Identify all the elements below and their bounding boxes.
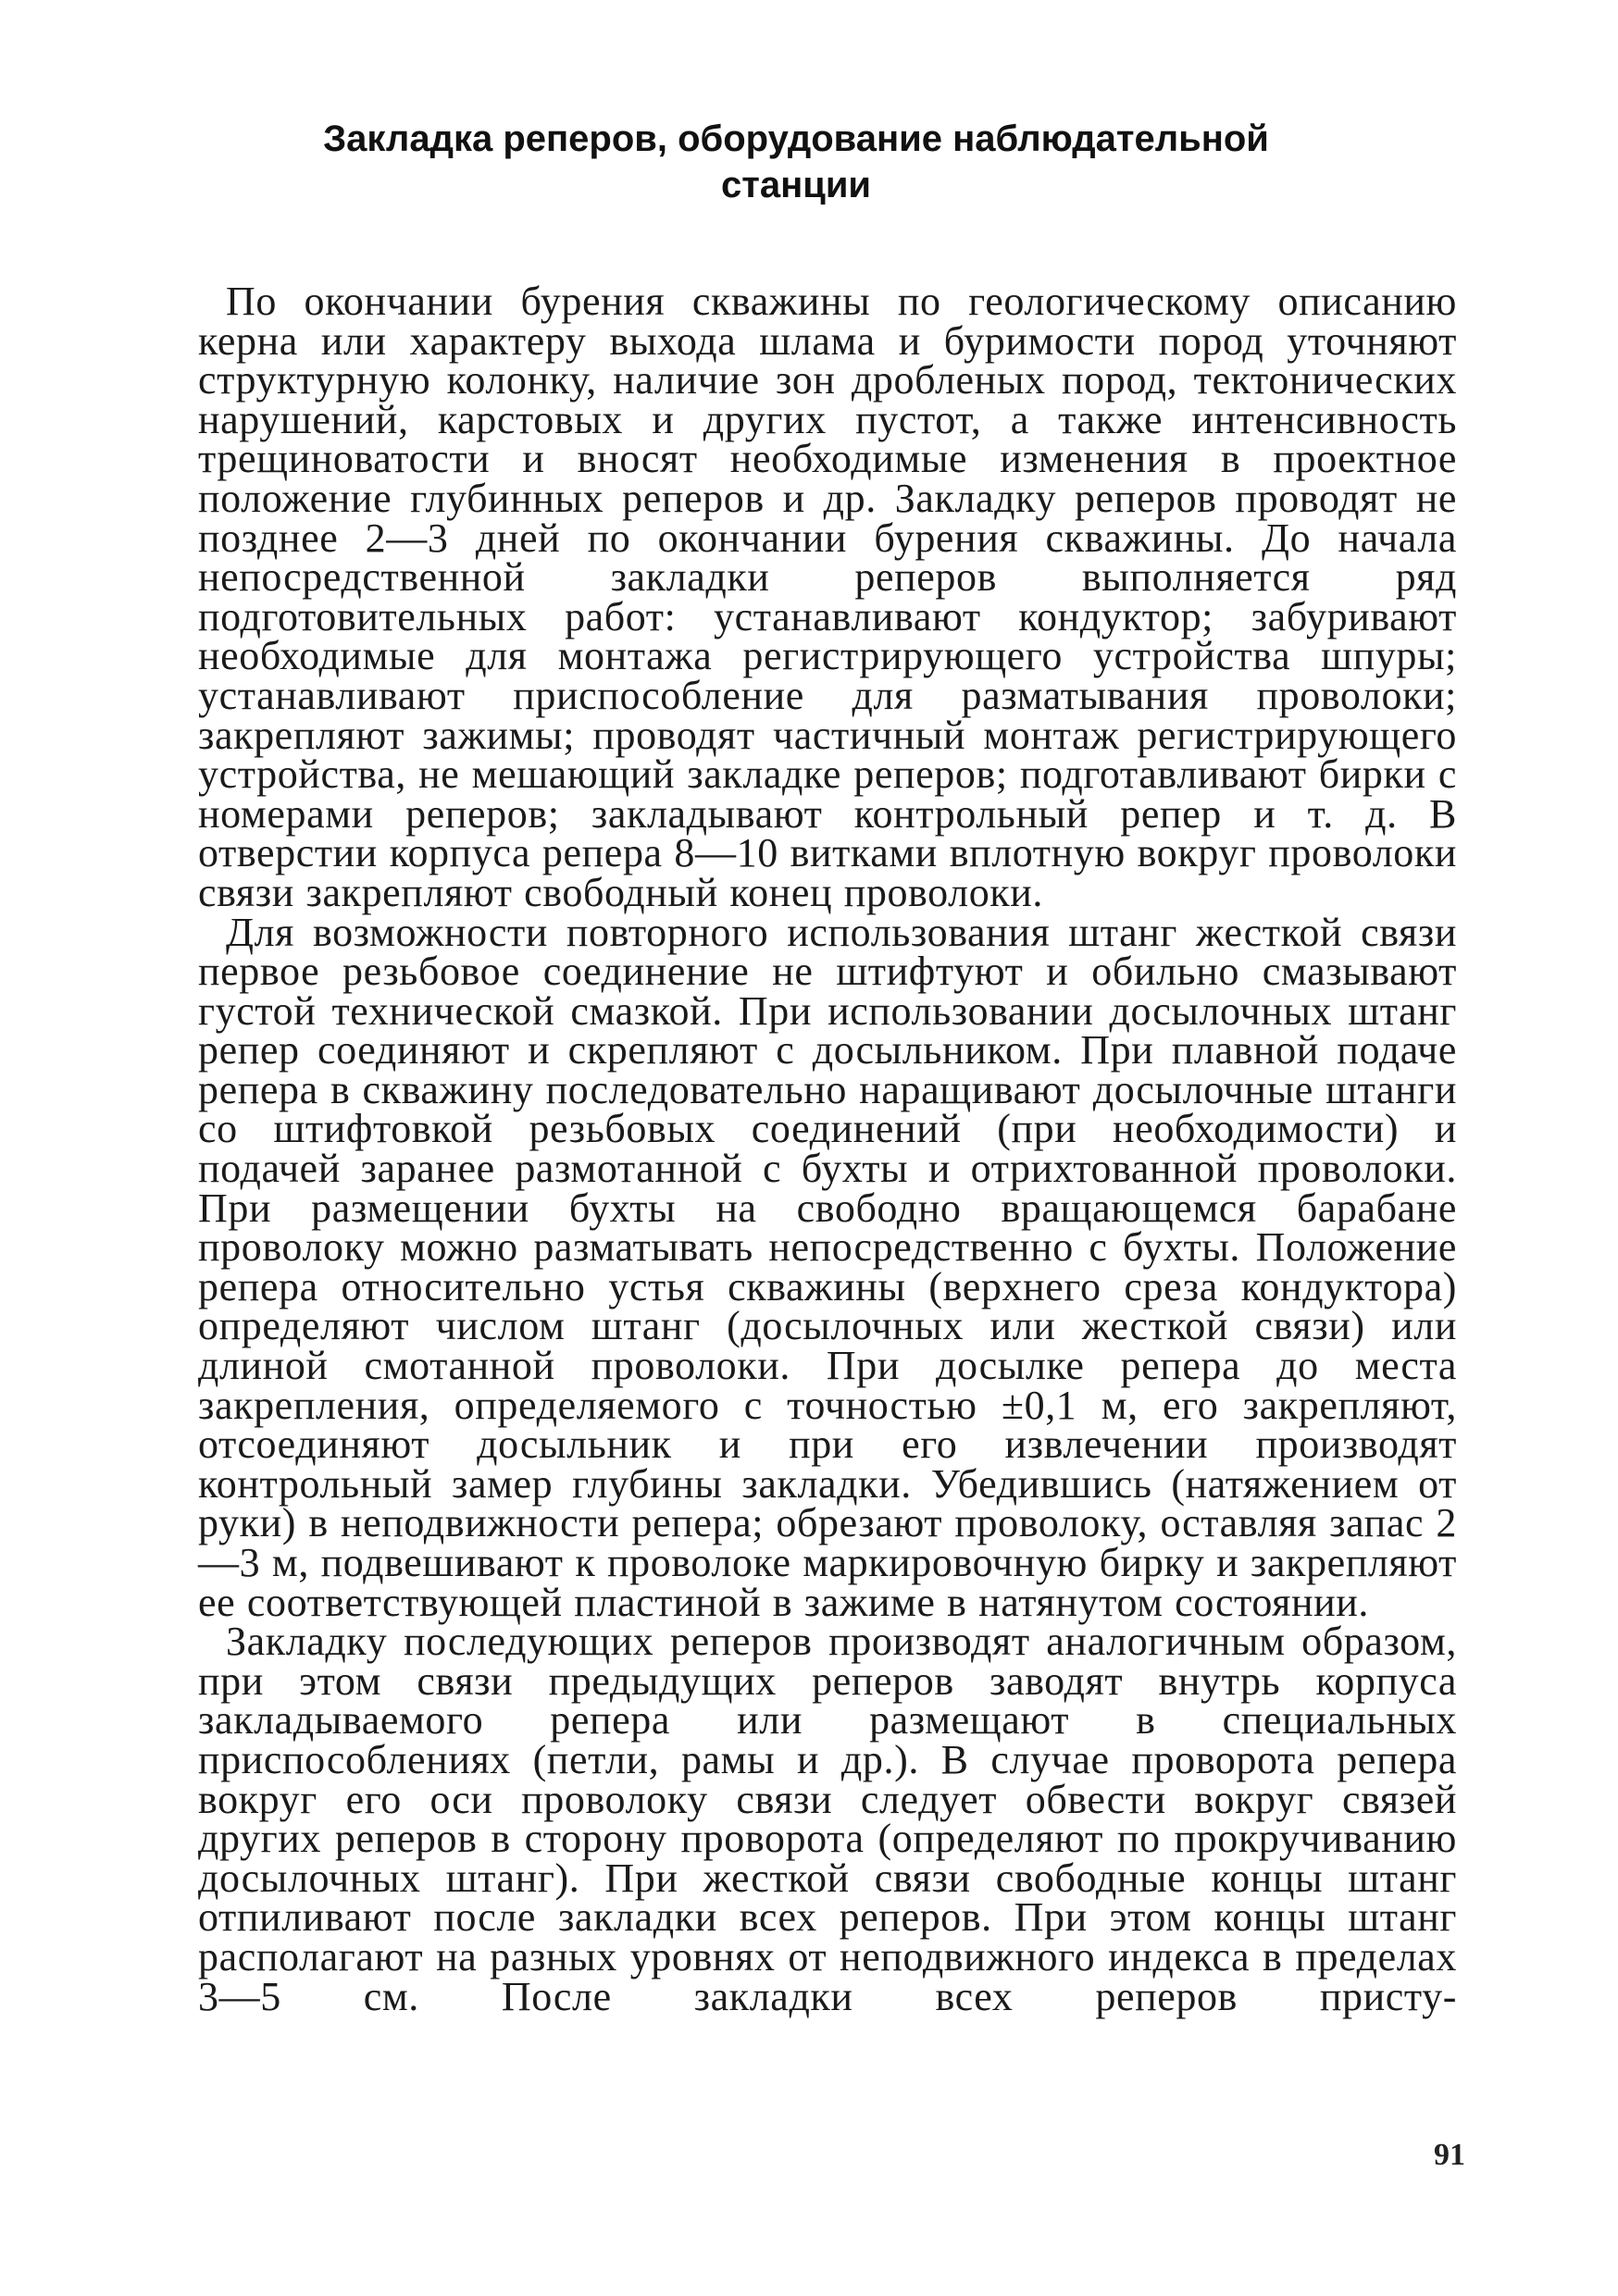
body-text — [198, 279, 1457, 2019]
paragraph-2: Для возможности повторного использования штанг жесткой связи первое резьбовое соединение не штифтуют и обильно смазывают густой технической смазкой. При использовании досылочных штанг репер соединяют и скрепляют с досыльником. При плавной подаче репера в скважину последовательно наращивают досылочные штанги со штифтовкой резьбовых соединений (при необходимости) и подачей заранее размотанной с бухты и отрихтованной проволоки. При размещении бухты на свободно вращающемся барабане проволоку можно разматывать непосредственно с бухты. Положение репера относительно устья скважины (верхнего среза кондуктора) определяют числом штанг (досылочных или жесткой связи) или длиной смотанной проволоки. При досылке репера до места закрепления, определяемого с точностью ±0,1 м, его закрепляют, отсоединяют досыльник и при его извлечении производят контрольный замер глубины закладки. Убедившись (натяжением от руки) в неподвижности репера; обрезают проволоку, оставляя запас 2—3 м, подвешивают к проволоке маркировочную бирку и закрепляют ее соответствующей пластиной в зажиме в натянутом состоянии. — [198, 909, 1457, 1625]
heading-line-2: станции — [720, 165, 871, 205]
heading-line-1: Закладка реперов, оборудование наблюдательной — [323, 118, 1269, 159]
paragraph-1: По окончании бурения скважины по геологическому описанию керна или характеру выхода шлама и буримости пород уточняют структурную колонку, наличие зон дробленых пород, тектонических нарушений, карстовых и других пустот, а также интенсивность трещиноватости и вносят необходимые изменения в проектное положение глубинных реперов и др. Закладку реперов проводят не позднее 2—3 дней по окончании бурения скважины. До начала непосредственной закладки реперов выполняется ряд подготовительных работ: устанавливают кондуктор; забуривают необходимые для монтажа регистрирующего устройства шпуры; устанавливают приспособление для разматывания проволоки; закрепляют зажимы; проводят частичный монтаж регистрирующего устройства, не мешающий закладке реперов; подготавливают бирки с номерами реперов; закладывают контрольный репер и т. д. В отверстии корпуса репера 8—10 витками вплотную вокруг проволоки связи закрепляют свободный конец проволоки. — [198, 279, 1457, 915]
paragraph-3: Закладку последующих реперов производят аналогичным образом, при этом связи предыдущих реперов заводят внутрь корпуса закладываемого репера или размещают в специальных приспособлениях (петли, рамы и др.). В случае проворота репера вокруг его оси проволоку связи следует обвести вокруг связей других реперов в сторону проворота (определяют по прокручиванию досылочных штанг). При жесткой связи свободные концы штанг отпиливают после закладки всех реперов. При этом концы штанг располагают на разных уровнях от неподвижного индекса в пределах 3—5 см. После закладки всех реперов присту- — [198, 1619, 1457, 2019]
page-number: 91 — [1434, 2138, 1465, 2172]
section-heading — [194, 116, 1398, 208]
